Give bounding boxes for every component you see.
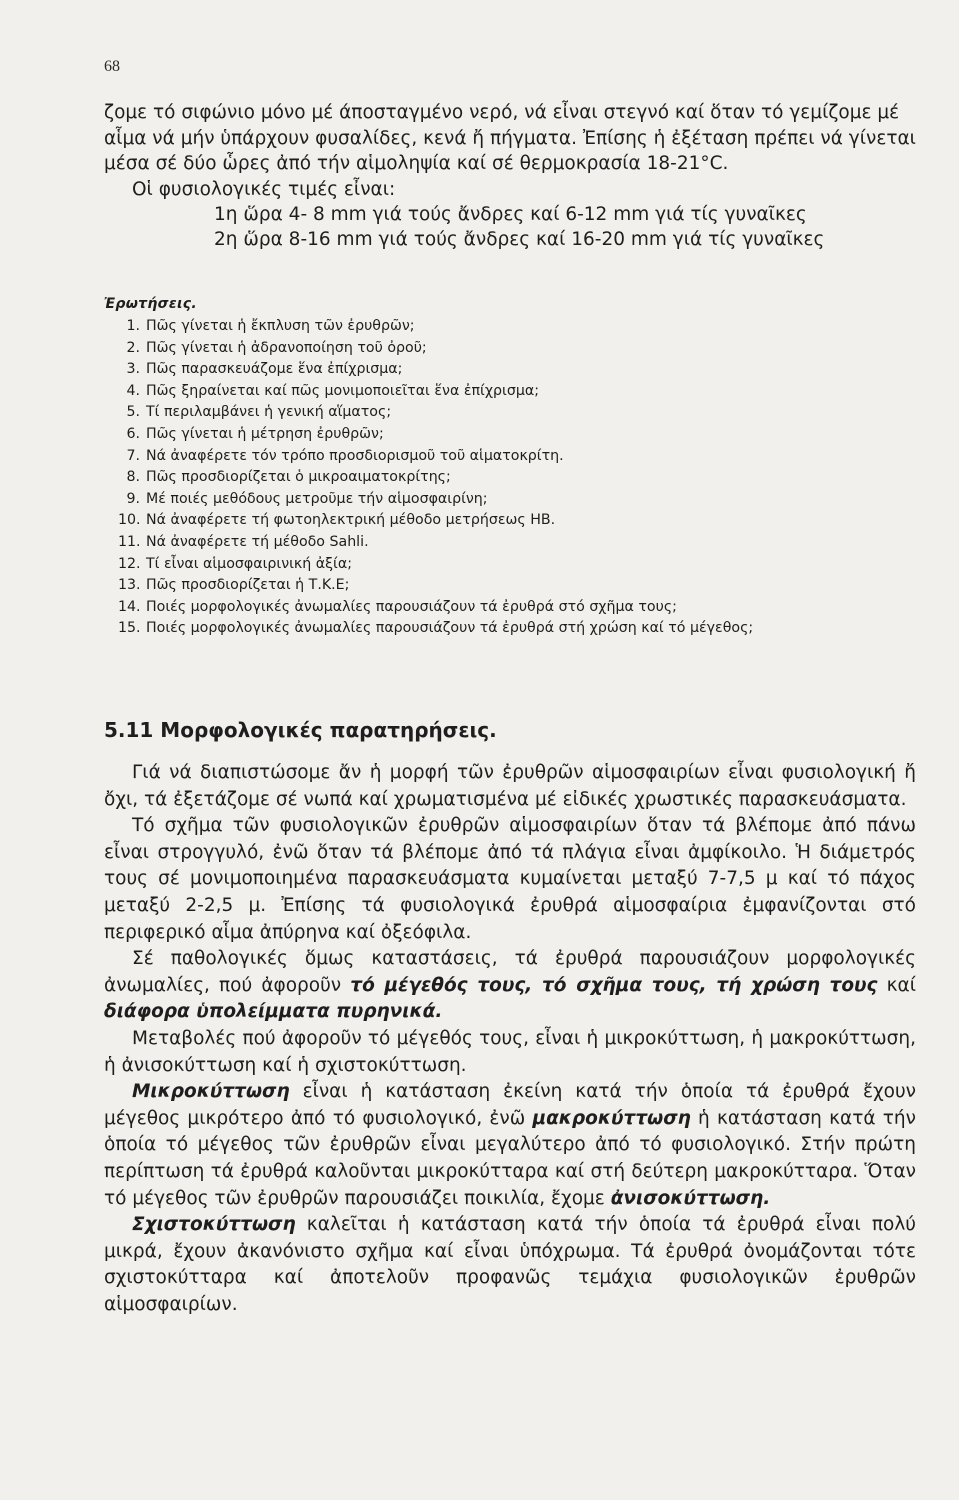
question-item [104, 575, 916, 597]
question-item [104, 338, 916, 360]
question-text: Πῶς γίνεται ἡ μέτρηση ἐρυθρῶν; [146, 425, 384, 442]
question-text: Πῶς γίνεται ἡ ἀδρανοποίηση τοῦ ὀροῦ; [146, 339, 427, 356]
p3-emphasis-2: διάφορα ὑπολείμματα πυρηνικά. [104, 1001, 443, 1023]
questions-list [104, 316, 916, 640]
question-item [104, 359, 916, 381]
question-text: Νά ἀναφέρετε τή φωτοηλεκτρική μέθοδο μετρήσεως HB. [146, 512, 556, 529]
paragraph-4: Μεταβολές πού ἀφοροῦν τό μέγεθός τους, εἶναι ἡ μικροκύττωση, ἡ μακροκύττωση, ἡ ἀνισοκύττωση καί ἡ σχιστοκύττωση. [104, 1027, 916, 1076]
section-heading: 5.11 Μορφολογικές παρατηρήσεις. [104, 718, 497, 742]
question-item [104, 618, 916, 640]
normal-values-list [104, 202, 916, 252]
question-item [104, 554, 916, 576]
question-text: Νά ἀναφέρετε τή μέθοδο Sahli. [146, 533, 369, 550]
question-number: 4. [126, 382, 140, 399]
page-number: 68 [104, 58, 120, 75]
question-number: 7. [126, 447, 140, 464]
question-item [104, 597, 916, 619]
question-item [104, 446, 916, 468]
question-number: 9. [126, 490, 140, 507]
value-row-1h: 1η ὥρα 4- 8 mm γιά τούς ἄνδρες καί 6-12 mm γιά τίς γυναῖκες [214, 204, 807, 225]
question-text: Μέ ποιές μεθόδους μετροῦμε τήν αἱμοσφαιρίνη; [146, 490, 488, 507]
question-text: Πῶς ξηραίνεται καί πῶς μονιμοποιεῖται ἕνα ἐπίχρισμα; [146, 382, 539, 399]
question-text: Πῶς προσδιορίζεται ἡ Τ.Κ.Ε; [146, 577, 350, 594]
intro-paragraph: ζομε τό σιφώνιο μόνο μέ άποσταγμένο νερό, νά εἶναι στεγνό καί ὅταν τό γεμίζομε μέ αἷμα νά μήν ὑπάρχουν φυσαλίδες, κενά ἤ πήγματα. Ἐπίσης ἡ ἐξέταση πρέπει νά γίνεται μέσα σέ δύο ὧρες ἀπό τήν αἱμοληψία καί σέ θερμοκρασία 18-21°C. [104, 102, 916, 174]
intro-block [104, 100, 916, 252]
question-item [104, 489, 916, 511]
question-item [104, 381, 916, 403]
question-text: Πῶς γίνεται ἡ ἔκπλυση τῶν ἐρυθρῶν; [146, 318, 415, 334]
question-text: Πῶς προσδιορίζεται ὁ μικροαιματοκρίτης; [146, 469, 451, 486]
question-item [104, 424, 916, 446]
p5-text-a: εἶναι ἡ κατάσταση ἐκείνη κατά τήν ὁποία τά ἐρυθρά ἔχουν μέγεθος μικρότερο ἀπό τό φυσιολογικό, ἐνῶ [104, 1081, 916, 1129]
question-number: 10. [118, 512, 141, 529]
term-microcytosis: Μικροκύττωση [132, 1081, 290, 1103]
paragraph-1: Γιά νά διαπιστώσομε ἄν ἡ μορφή τῶν ἐρυθρῶν αἱμοσφαιρίων εἶναι φυσιολογική ἤ ὄχι, τά ἐξετάζομε σέ νωπά καί χρωματισμένα μέ εἰδικές χρωστικές παρασκευάσματα. [104, 762, 916, 810]
paragraph-3 [104, 946, 916, 1026]
p3-text-start: Σέ παθολογικές ὅμως καταστάσεις, τά ἐρυθρά παρουσιάζουν μορφολογικές ἀνωμαλίες, πού ἀφοροῦν [104, 948, 916, 996]
question-number: 6. [126, 425, 140, 442]
question-number: 12. [118, 555, 141, 572]
p3-text-mid: καί [877, 974, 916, 996]
paragraph-5 [104, 1079, 916, 1212]
question-item [104, 467, 916, 489]
section-body [104, 760, 916, 1318]
question-item [104, 510, 916, 532]
question-text: Τί εἶναι αἱμοσφαιρινική ἀξία; [146, 555, 352, 572]
normal-values-label: Οἱ φυσιολογικές τιμές εἶναι: [132, 178, 396, 200]
question-item [104, 532, 916, 554]
question-item [104, 402, 916, 424]
term-macrocytosis: μακροκύττωση [532, 1107, 691, 1129]
p5-text-b: ἡ κατάσταση κατά τήν ὁποία τό μέγεθος τῶν ἐρυθρῶν εἶναι μεγαλύτερο ἀπό τό φυσιολογικό. Στήν πρώτη περίπτωση τά ἐρυθρά καλοῦνται μικροκύτταρα καί στή δεύτερη μακροκύτταρα. Ὅταν τό μέγεθος τῶν ἐρυθρῶν παρουσιάζει ποικιλία, ἔχομε [104, 1107, 916, 1209]
question-number: 3. [126, 361, 140, 378]
question-number: 8. [126, 469, 140, 486]
question-item [104, 316, 916, 338]
p6-text: καλεῖται ἡ κατάσταση κατά τήν ὁποία τά ἐρυθρά εἶναι πολύ μικρά, ἔχουν ἀκανόνιστο σχῆμα καί εἶναι ὑπόχρωμα. Τά ἐρυθρά ὀνομάζονται τότε σχιστοκύτταρα καί ἀποτελοῦν προφανῶς τεμάχια φυσιολογικῶν ἐρυθρῶν αἱμοσφαιρίων. [104, 1214, 916, 1315]
question-text: Πῶς παρασκευάζομε ἕνα ἐπίχρισμα; [146, 361, 403, 378]
question-number: 15. [118, 620, 141, 637]
question-number: 1. [126, 318, 140, 334]
question-text: Ποιές μορφολογικές ἀνωμαλίες παρουσιάζουν τά ἐρυθρά στή χρώση καί τό μέγεθος; [146, 620, 754, 637]
question-number: 11. [118, 533, 141, 550]
value-row-2h: 2η ὥρα 8-16 mm γιά τούς ἄνδρες καί 16-20 mm γιά τίς γυναῖκες [214, 229, 825, 250]
question-number: 13. [118, 577, 141, 594]
question-number: 2. [126, 339, 140, 356]
p3-emphasis: τό μέγεθός τους, τό σχῆμα τους, τή χρώση τους [350, 974, 878, 996]
term-schistocytosis: Σχιστοκύττωση [132, 1214, 296, 1236]
question-number: 14. [118, 598, 141, 615]
questions-block [104, 296, 916, 640]
question-text: Τί περιλαμβάνει ἡ γενική αἵματος; [146, 404, 392, 421]
question-text: Ποιές μορφολογικές ἀνωμαλίες παρουσιάζουν τά ἐρυθρά στό σχῆμα τους; [146, 598, 677, 615]
paragraph-6 [104, 1212, 916, 1318]
question-text: Νά ἀναφέρετε τόν τρόπο προσδιορισμοῦ τοῦ αἱματοκρίτη. [146, 447, 564, 464]
paragraph-2: Τό σχῆμα τῶν φυσιολογικῶν ἐρυθρῶν αἱμοσφαιρίων ὅταν τά βλέπομε ἀπό πάνω εἶναι στρογγυλό, ἐνῶ ὅταν τά βλέπομε ἀπό τά πλάγια εἶναι ἀμφίκοιλο. Ἡ διάμετρός τους σέ μονιμοποιημένα παρασκευάσματα κυμαίνεται μεταξύ 7-7,5 μ καί τό πάχος μεταξύ 2-2,5 μ. Ἐπίσης τά φυσιολογικά ἐρυθρά αἱμοσφαίρια ἐμφανίζονται στό περιφερικό αἷμα ἀπύρηνα καί ὀξεόφιλα. [104, 815, 916, 943]
questions-title: Ἐρωτήσεις. [104, 296, 197, 312]
question-number: 5. [126, 404, 140, 421]
term-anisocytosis: ἀνισοκύττωση. [610, 1187, 771, 1209]
